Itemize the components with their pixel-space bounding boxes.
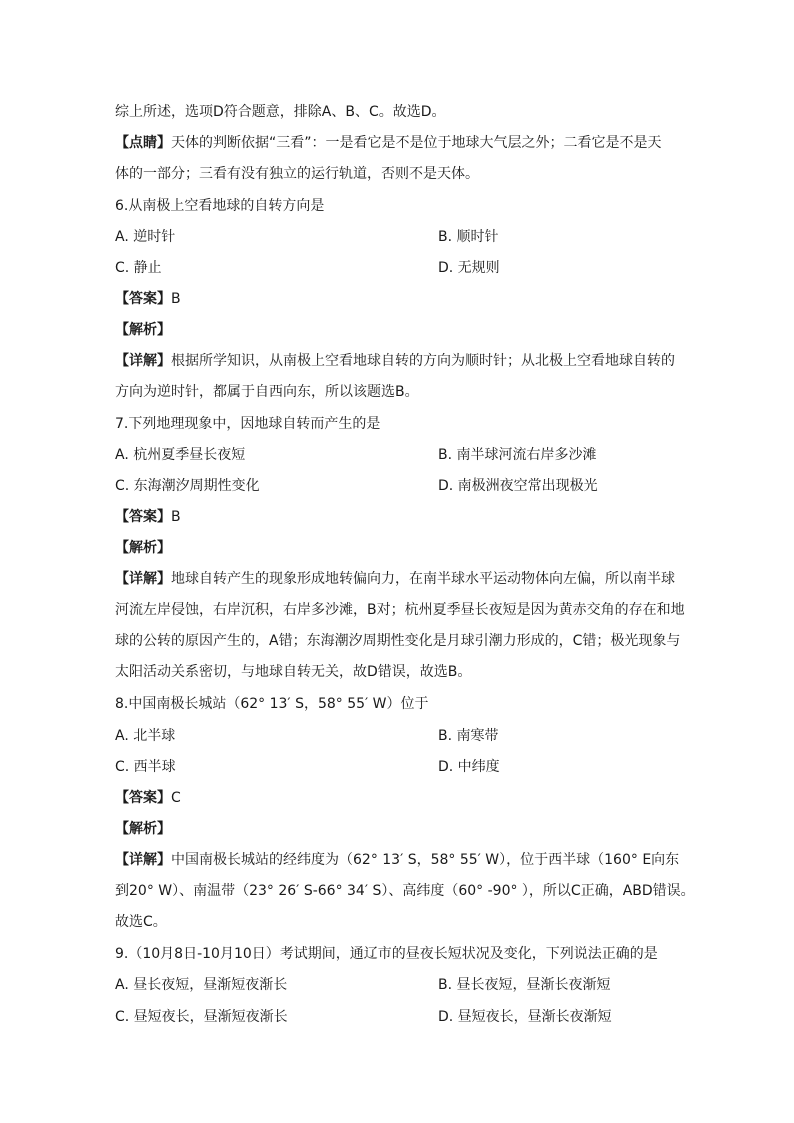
q6-option-d: D. 无规则 (438, 260, 500, 276)
answer-tag: 【答案】 (115, 291, 171, 307)
answer-value: B (171, 509, 181, 525)
q7-detail-4: 太阳活动关系密切，与地球自转无关，故D错误，故选B。 (115, 664, 472, 680)
answer-tag: 【答案】 (115, 790, 171, 806)
detail-text: 地球自转产生的现象形成地转偏向力，在南半球水平运动物体向左偏，所以南半球 (171, 571, 675, 587)
q8-option-a: A. 北半球 (115, 728, 176, 744)
intro-conclusion: 综上所述，选项D符合题意，排除A、B、C。故选D。 (115, 104, 446, 120)
q7-analysis-tag: 【解析】 (115, 540, 171, 556)
answer-value: C (171, 790, 181, 806)
q9-option-c: C. 昼短夜长，昼渐短夜渐长 (115, 1009, 288, 1025)
q8-option-c: C. 西半球 (115, 759, 176, 775)
q7-option-a: A. 杭州夏季昼长夜短 (115, 447, 246, 463)
q8-option-b: B. 南寒带 (438, 728, 499, 744)
q6-question: 6.从南极上空看地球的自转方向是 (115, 198, 325, 214)
q8-analysis-tag: 【解析】 (115, 821, 171, 837)
q7-detail-3: 球的公转的原因产生的，A错；东海潮汐周期性变化是月球引潮力形成的，C错；极光现象与 (115, 633, 681, 649)
q9-option-d: D. 昼短夜长，昼渐长夜渐短 (438, 1009, 612, 1025)
q6-answer (115, 289, 181, 309)
q7-detail-2: 河流左岸侵蚀，右岸沉积，右岸多沙滩，B对；杭州夏季昼长夜短是因为黄赤交角的存在和地 (115, 602, 685, 618)
answer-tag: 【答案】 (115, 509, 171, 525)
q7-option-b: B. 南半球河流右岸多沙滩 (438, 447, 597, 463)
detail-tag: 【详解】 (115, 353, 171, 369)
q7-option-d: D. 南极洲夜空常出现极光 (438, 478, 598, 494)
pointer-text-1: 天体的判断依据“三看”：一是看它是不是位于地球大气层之外；二看它是不是天 (171, 135, 662, 151)
q8-detail-2: 到20° W）、南温带（23° 26′ S-66° 34′ S）、高纬度（60° -90° ），所以C正确，ABD错误。 (115, 883, 695, 899)
q6-detail-2: 方向为逆时针，都属于自西向东，所以该题选B。 (115, 384, 419, 400)
q8-detail-3: 故选C。 (115, 914, 167, 930)
q6-option-b: B. 顺时针 (438, 229, 499, 245)
detail-tag: 【详解】 (115, 852, 171, 868)
q9-option-b: B. 昼长夜短，昼渐长夜渐短 (438, 977, 611, 993)
q7-answer (115, 507, 181, 527)
pointer-line-1 (115, 133, 662, 153)
q8-detail-1 (115, 850, 679, 870)
q7-option-c: C. 东海潮汐周期性变化 (115, 478, 260, 494)
answer-value: B (171, 291, 181, 307)
detail-tag: 【详解】 (115, 571, 171, 587)
q6-option-a: A. 逆时针 (115, 229, 176, 245)
q6-analysis-tag: 【解析】 (115, 322, 171, 338)
q9-option-a: A. 昼长夜短，昼渐短夜渐长 (115, 977, 288, 993)
q6-option-c: C. 静止 (115, 260, 162, 276)
q7-detail-1 (115, 569, 675, 589)
q7-question: 7.下列地理现象中，因地球自转而产生的是 (115, 416, 381, 432)
detail-text: 中国南极长城站的经纬度为（62° 13′ S，58° 55′ W），位于西半球（160° E向东 (171, 852, 680, 868)
q8-option-d: D. 中纬度 (438, 759, 500, 775)
pointer-tag: 【点睛】 (115, 135, 171, 151)
q8-question: 8.中国南极长城站（62° 13′ S，58° 55′ W）位于 (115, 696, 429, 712)
q9-question: 9.（10月8日-10月10日）考试期间，通辽市的昼夜长短状况及变化，下列说法正确的是 (115, 946, 658, 962)
q6-detail-1 (115, 351, 675, 371)
q8-answer (115, 788, 181, 808)
pointer-line-2: 体的一部分；三看有没有独立的运行轨道，否则不是天体。 (115, 166, 479, 182)
detail-text: 根据所学知识，从南极上空看地球自转的方向为顺时针；从北极上空看地球自转的 (171, 353, 675, 369)
